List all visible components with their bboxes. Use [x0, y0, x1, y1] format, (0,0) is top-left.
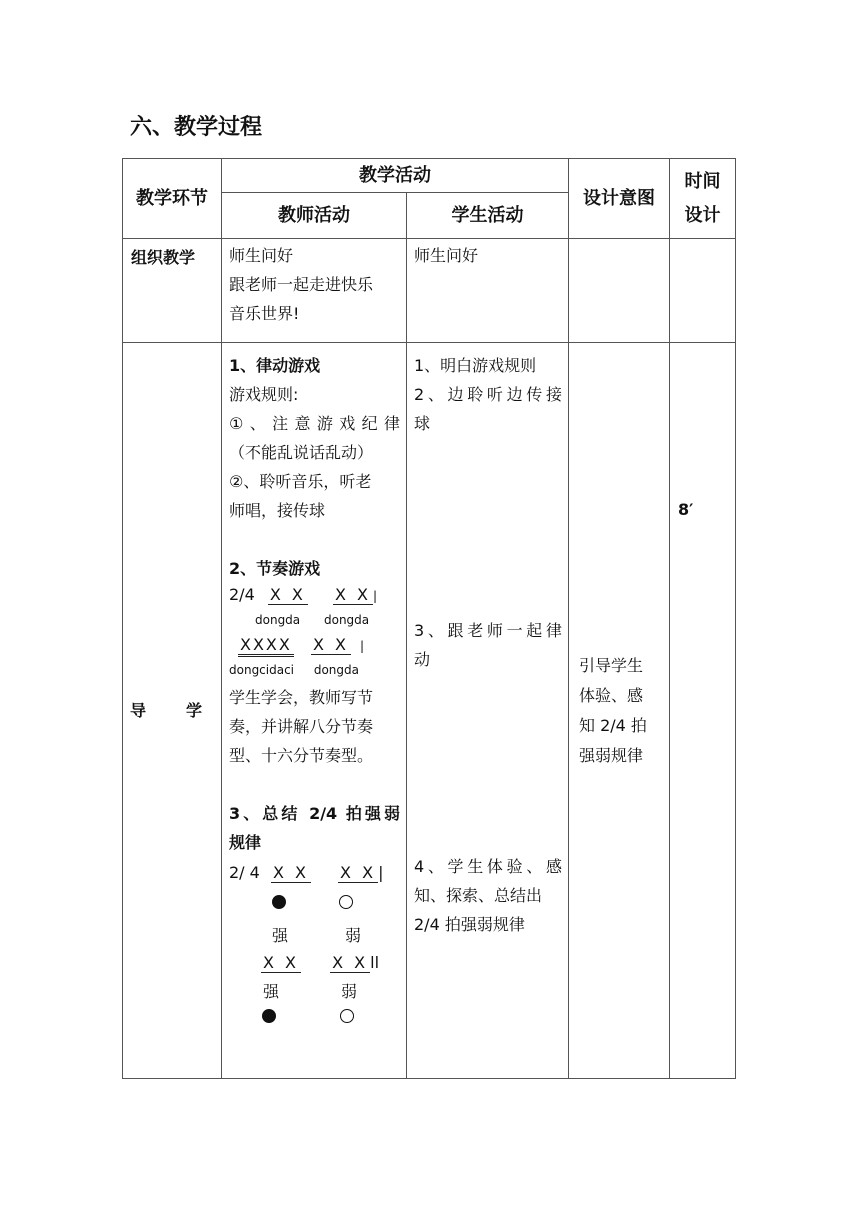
syllable: dongda	[313, 663, 359, 677]
weak-beat-dot	[339, 895, 353, 909]
header-teacher: 教师活动	[222, 193, 407, 239]
student-line: 2、边聆听边传接	[414, 385, 562, 404]
teacher-cell-guide	[222, 343, 407, 1079]
weak-label: 弱	[341, 982, 358, 1001]
rule2-line-b: 师唱，接传球	[229, 501, 326, 520]
student-line: 知、探索、总结出	[414, 886, 543, 905]
student-line: 4、学生体验、感	[414, 857, 562, 876]
header-time-line1: 时间	[684, 170, 721, 192]
rhythm-note-group: X X	[263, 953, 300, 972]
rhythm-note-group: XXXX	[238, 635, 294, 657]
student-line: 师生问好	[414, 246, 479, 265]
student-cell-guide	[407, 343, 569, 1079]
header-time	[670, 159, 736, 239]
rhythm-note-group: X X	[340, 863, 377, 882]
barline: |	[378, 863, 384, 882]
student-line: 动	[414, 650, 431, 669]
intent-line: 引导学生	[579, 655, 644, 675]
weak-beat-dot	[340, 1009, 354, 1023]
student-line: 1、明白游戏规则	[414, 356, 537, 375]
strong-beat-dot	[262, 1009, 276, 1023]
row-organize	[123, 239, 736, 343]
rhythm-line-2	[229, 633, 400, 657]
header-time-line2: 设计	[684, 204, 721, 226]
teacher-line: 师生问好	[229, 246, 294, 265]
rule1-line-a: ①、注意游戏纪律	[229, 414, 400, 433]
header-row-1	[123, 159, 736, 193]
header-student: 学生活动	[407, 193, 569, 239]
rhythm-line-1	[229, 583, 400, 607]
meter: 2/ 4	[229, 863, 260, 882]
strong-beat-dot	[272, 895, 286, 909]
syllable: dongda	[255, 613, 301, 627]
syllable-line-1	[229, 607, 400, 633]
header-stage: 教学环节	[123, 159, 222, 239]
strong-label: 强	[263, 982, 280, 1001]
teacher-cell-organize	[222, 239, 407, 343]
rhythm-line-3	[229, 861, 400, 885]
spacer	[229, 770, 400, 799]
student-line: 球	[414, 414, 431, 433]
beat-marks-2	[229, 1007, 400, 1033]
rhythm-desc-line: 学生学会，教师写节	[229, 688, 374, 707]
game1-title: 1、律动游戏	[229, 356, 321, 375]
strong-label: 强	[272, 926, 289, 945]
game2-title: 2、节奏游戏	[229, 559, 321, 578]
intent-line: 体验、感	[579, 685, 644, 705]
section-title: 六、教学过程	[130, 115, 263, 140]
barline: |	[360, 639, 365, 653]
rhythm-desc-line: 型、十六分节奏型。	[229, 746, 374, 765]
intent-cell-organize	[569, 239, 670, 343]
barline: |	[372, 589, 378, 603]
header-activities: 教学活动	[222, 159, 569, 193]
student-line: 3、跟老师一起律	[414, 621, 562, 640]
syllable: dongda	[323, 613, 370, 627]
summary-title-line2: 规律	[229, 833, 262, 852]
beat-labels-1	[229, 919, 400, 951]
rhythm-note-group: X X	[334, 585, 371, 604]
rule2-line-a: ②、聆听音乐，听老	[229, 472, 372, 491]
syllable: dongcidaci	[229, 663, 295, 677]
end-barline: ll	[370, 953, 380, 972]
syllable-line-2	[229, 657, 400, 683]
intent-line: 知 2/4 拍	[579, 715, 647, 735]
time-cell-organize	[670, 239, 736, 343]
student-cell-organize	[407, 239, 569, 343]
header-intent: 设计意图	[569, 159, 670, 239]
rhythm-line-4	[229, 951, 400, 975]
rhythm-note-group: X X	[332, 953, 369, 972]
rhythm-note-group: X X	[312, 635, 349, 654]
rhythm-desc-line: 奏，并讲解八分节奏	[229, 717, 374, 736]
teacher-line: 跟老师一起走进快乐	[229, 275, 374, 294]
teacher-line: 音乐世界!	[229, 304, 300, 323]
student-line: 2/4 拍强弱规律	[414, 915, 525, 934]
teaching-process-table	[122, 158, 736, 1079]
rhythm-note-group: X X	[272, 863, 309, 882]
beat-labels-2	[229, 975, 400, 1007]
row-guide	[123, 343, 736, 1079]
weak-label: 弱	[345, 926, 362, 945]
spacer	[229, 525, 400, 554]
intent-cell-guide	[569, 343, 670, 1079]
beat-marks-1	[229, 885, 400, 919]
stage-guide: 导 学	[123, 343, 222, 1079]
game1-rules-label: 游戏规则:	[229, 385, 299, 404]
spacer	[414, 674, 562, 852]
rule1-line-b: （不能乱说话乱动）	[229, 443, 374, 462]
rhythm-note-group: X X	[269, 585, 306, 604]
intent-line: 强弱规律	[579, 745, 644, 765]
stage-organize: 组织教学	[123, 239, 222, 343]
summary-title-line1: 3、总结 2/4 拍强弱	[229, 804, 400, 823]
spacer	[414, 438, 562, 616]
time-cell-guide: 8′	[670, 343, 736, 1079]
meter: 2/4	[229, 585, 255, 604]
